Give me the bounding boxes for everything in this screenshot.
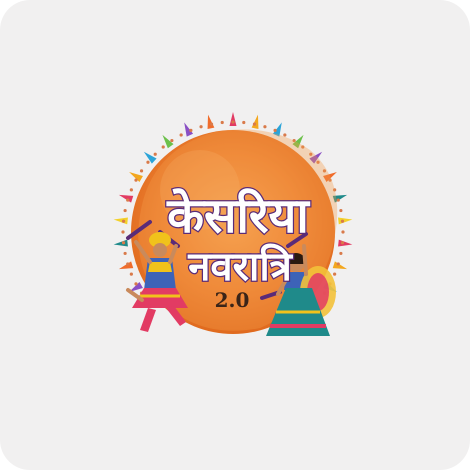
bunting-flag (113, 240, 128, 248)
ring-dot (146, 161, 149, 164)
bunting-flag (338, 216, 353, 224)
version-label: 2.0 (214, 288, 250, 312)
ring-dot (341, 230, 344, 233)
ring-dot (231, 120, 234, 123)
ring-dot (242, 121, 245, 124)
title-line-1: केसरिया (167, 188, 309, 244)
ring-dot (273, 129, 276, 132)
ring-dot (134, 282, 137, 285)
ring-dot (221, 121, 224, 124)
ring-dot (140, 169, 143, 172)
ring-dot (189, 129, 192, 132)
bunting-flag (181, 121, 193, 137)
ring-dot (339, 209, 342, 212)
ring-dot (122, 220, 125, 223)
ring-dot (210, 123, 213, 126)
ring-dot (126, 262, 129, 265)
ring-dot (263, 125, 266, 128)
bunting-flag (333, 261, 348, 272)
ring-dot (124, 252, 127, 255)
ring-dot (339, 252, 342, 255)
ring-dot (122, 241, 125, 244)
ring-dot (341, 241, 344, 244)
ring-dot (180, 133, 183, 136)
ring-dot (130, 188, 133, 191)
ring-dot (170, 139, 173, 142)
bunting-flag (230, 112, 237, 126)
ring-dot (337, 198, 340, 201)
ring-dot (121, 230, 124, 233)
bunting-flag (118, 192, 133, 203)
ring-dot (162, 145, 165, 148)
ring-dot (124, 209, 127, 212)
bunting-flag (205, 114, 215, 129)
ring-dot (253, 123, 256, 126)
ring-dot (130, 272, 133, 275)
bunting-flag (252, 114, 262, 129)
title-line-2: नवरात्रि (188, 244, 292, 290)
ring-dot (126, 198, 129, 201)
ring-dot (134, 179, 137, 182)
ring-dot (199, 125, 202, 128)
bunting-flag (118, 261, 133, 272)
ring-dot (337, 262, 340, 265)
ring-dot (283, 133, 286, 136)
ring-dot (333, 272, 336, 275)
ring-dot (341, 220, 344, 223)
ring-dot (154, 153, 157, 156)
bunting-flag (113, 216, 128, 224)
bunting-flag (338, 240, 353, 248)
